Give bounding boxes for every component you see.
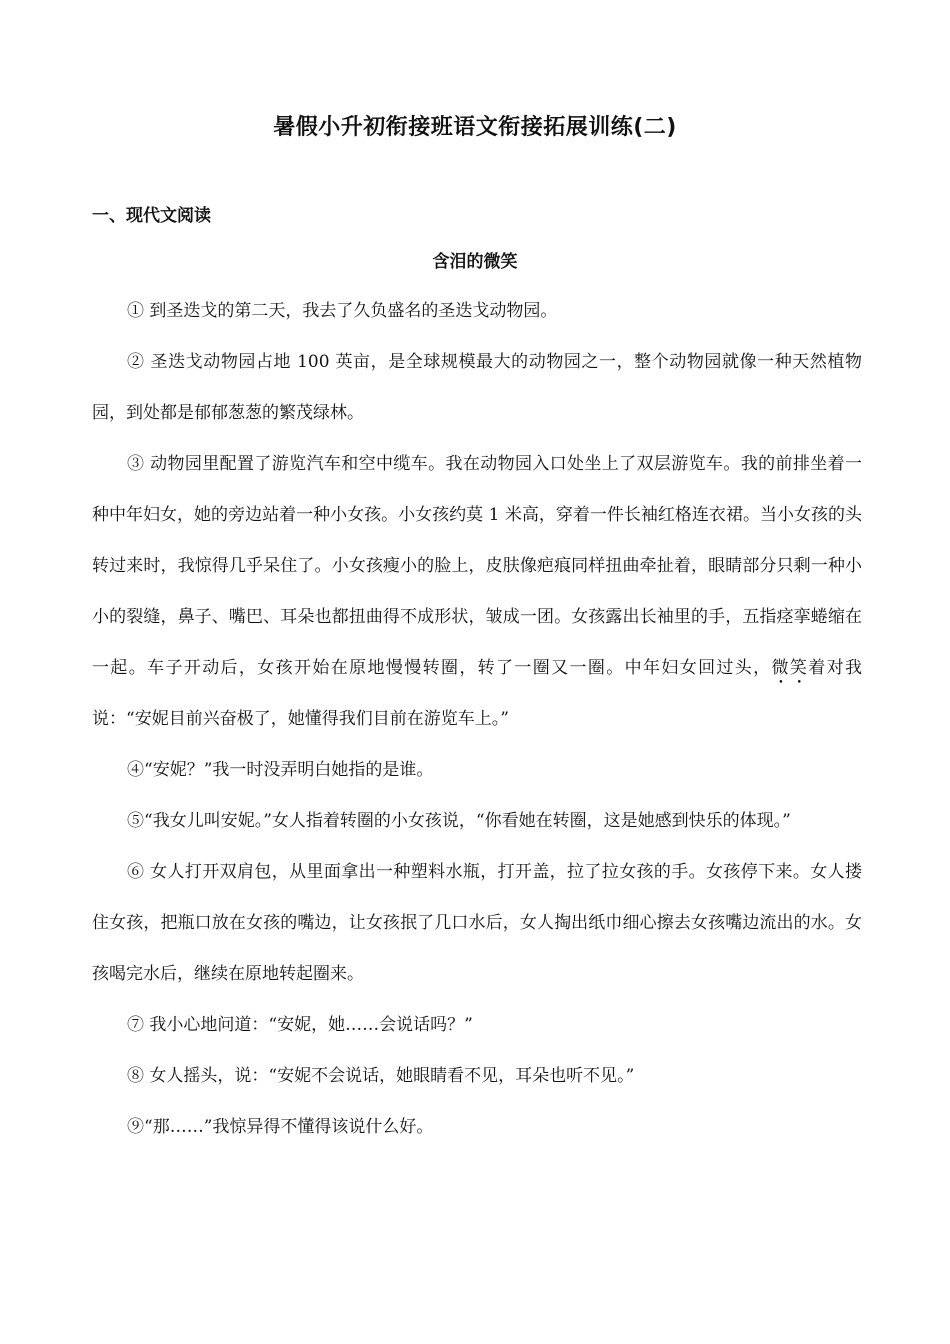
paragraph-2: ② 圣迭戈动物园占地 100 英亩，是全球规模最大的动物园之一，整个动物园就像一种天然植物园，到处都是郁郁葱葱的繁茂绿林。 [92, 352, 862, 423]
section-heading: 一、现代文阅读 [92, 206, 211, 226]
paragraph-3-part-2: 着对我说：“安妮目前兴奋极了，她懂得我们目前在游览车上。” [92, 658, 863, 729]
article-title: 含泪的微笑 [432, 252, 518, 272]
document-title: 暑假小升初衔接班语文衔接拓展训练(二) [273, 115, 677, 140]
paragraph-4: ④“安妮？”我一时没弄明白她指的是谁。 [127, 760, 434, 780]
paragraph-3-part-1: ③ 动物园里配置了游览汽车和空中缆车。我在动物园入口处坐上了双层游览车。我的前排坐着一种中年妇女，她的旁边站着一种小女孩。小女孩约莫 1 米高，穿着一件长袖红格连衣裙。当小女孩的头转过来时，我惊得几乎呆住了。小女孩瘦小的脸上，皮肤像疤痕同样扭曲牵扯着，眼睛部分只剩一种小小的裂缝，鼻子、嘴巴、耳朵也都扭曲得不成形状，皱成一团。女孩露出长袖里的手，五指痉挛蜷缩在一起。车子开动后，女孩开始在原地慢慢转圈，转了一圈又一圈。中年妇女回过头， [92, 454, 862, 678]
paragraph-3 [92, 439, 862, 745]
emphasis-marked-word: 微笑 [771, 658, 809, 678]
paragraph-6: ⑥ 女人打开双肩包，从里面拿出一种塑料水瓶，打开盖，拉了拉女孩的手。女孩停下来。女人搂住女孩，把瓶口放在女孩的嘴边，让女孩抿了几口水后，女人掏出纸巾细心擦去女孩嘴边流出的水。女孩喝完水后，继续在原地转起圈来。 [92, 862, 862, 984]
paragraph-9: ⑨“那……”我惊异得不懂得该说什么好。 [127, 1117, 434, 1137]
paragraph-5: ⑤“我女儿叫安妮。”女人指着转圈的小女孩说，“你看她在转圈，这是她感到快乐的体现。” [127, 811, 791, 831]
paragraph-7: ⑦ 我小心地问道：“安妮，她……会说话吗？” [127, 1015, 473, 1035]
paragraph-1: ① 到圣迭戈的第二天，我去了久负盛名的圣迭戈动物园。 [127, 301, 558, 321]
article-body [92, 286, 862, 1153]
paragraph-8: ⑧ 女人摇头，说：“安妮不会说话，她眼睛看不见，耳朵也听不见。” [127, 1066, 635, 1086]
